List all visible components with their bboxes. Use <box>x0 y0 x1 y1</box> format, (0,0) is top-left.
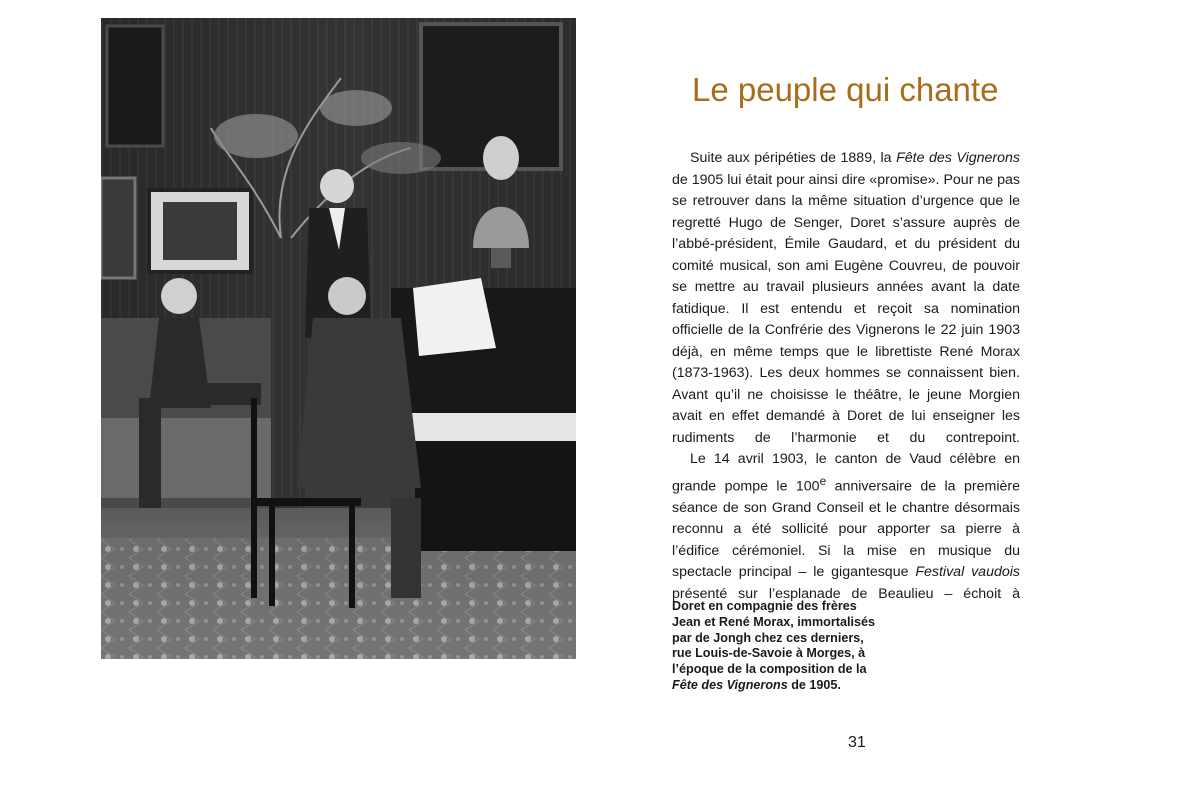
text-span: de 1905 lui était pour ainsi dire «promise». Pour ne pas se retrouver dans la même situation d’urgence que le regretté Hugo de Senger, Doret s’assure auprès de l’abbé-président, Émile Gaudard, et du président du comité musical, son ami Eugène Couvreu, de pouvoir se mettre au travail plusieurs années avant la date fatidique. Il est entendu et reçoit sa nomination officielle de la Confrérie des Vignerons le 22 juin 1903 déjà, en même temps que le librettiste René Morax (1873-1963). Les deux hommes se connaissent bien. Avant qu’il ne choisisse le théâtre, le jeune Morgien avait en effet demandé à Doret de lui enseigner les rudiments de l’harmonie et du contrepoint. <box>672 171 1020 446</box>
page-title: Le peuple qui chante <box>692 71 999 108</box>
text-span: Suite aux péripéties de 1889, la <box>690 150 897 166</box>
archival-photo <box>101 18 576 659</box>
italic-span: Festival vaudois <box>915 564 1020 581</box>
superscript-span: e <box>819 473 827 488</box>
italic-span: Fête des Vignerons <box>896 150 1020 166</box>
page-number: 31 <box>848 734 866 751</box>
paragraph-2 <box>672 449 1020 605</box>
body-text <box>672 148 1020 605</box>
text-span: anniversaire de la première séance de son Grand Conseil et le chantre désormais reconnu a été sollicité pour apporter sa pierre à l’édifice cérémoniel. Si la mise en musique du spectacle principal – le gigantesque <box>672 478 1020 581</box>
text-span: Doret en compagnie des frères Jean et René Morax, immortalisés par de Jongh chez ces derniers, rue Louis-de-Savoie à Morges, à l’époque de la composition de la <box>672 599 875 677</box>
italic-span: Fête des Vignerons <box>672 677 788 692</box>
paragraph-1 <box>672 148 1020 449</box>
text-span: de 1905. <box>787 677 841 692</box>
photo-caption <box>672 599 882 694</box>
photo-illustration <box>101 18 576 659</box>
text-span: présenté sur l’esplanade de Beaulieu – échoit à <box>672 585 1020 602</box>
text-span: Le 14 avril 1903, le canton de Vaud célèbre en grande pompe le 100 <box>672 451 1020 495</box>
